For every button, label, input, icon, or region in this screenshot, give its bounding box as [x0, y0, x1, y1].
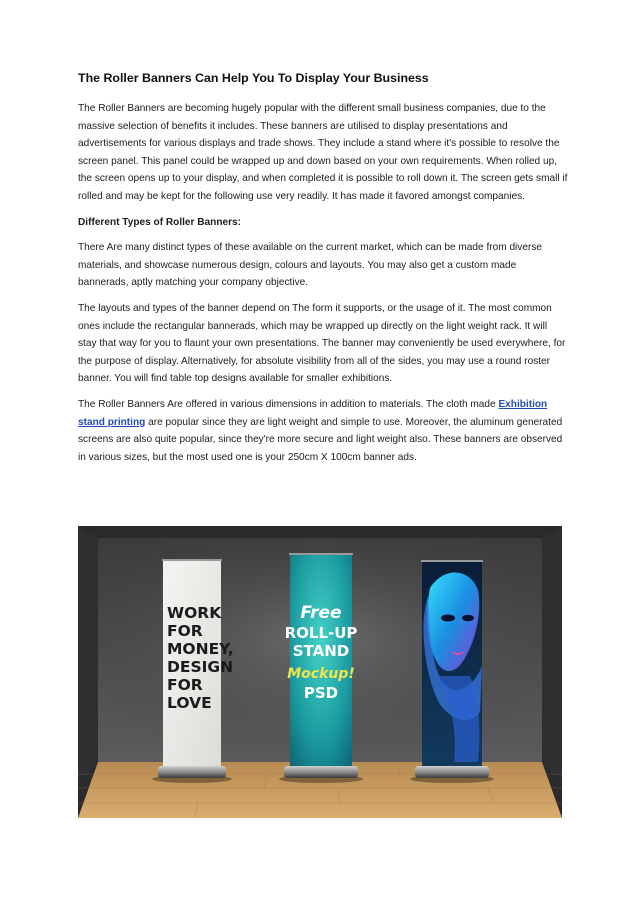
banner1-line-6: LOVE — [167, 694, 212, 712]
banner1-line-1: WORK — [167, 604, 222, 622]
article-title: The Roller Banners Can Help You To Display Your Business — [78, 71, 429, 85]
roller-banners-photo — [78, 526, 562, 818]
banner2-line-3: STAND — [292, 642, 350, 660]
exhibition-stand-printing-link[interactable]: Exhibition stand printing — [78, 398, 548, 428]
banner2-line-1: Free — [300, 603, 342, 623]
banner1-line-3: MONEY, — [167, 640, 234, 658]
banner-free-roll-up — [279, 553, 363, 783]
banner2-line-2: ROLL-UP — [284, 624, 358, 642]
paragraph-dimensions-start: The Roller Banners Are offered in various dimensions in addition to materials. The cloth made — [78, 398, 499, 410]
paragraph-types: There Are many distinct types of these available on the current market, which can be made from diverse materials, and showcase numerous design, colours and layouts. You may also get a custom made bannerads, aptly matching your company objective. — [78, 242, 542, 289]
paragraph-dimensions-end: are popular since they are light weight and simple to use. Moreover, the aluminum generated screens are also quite popular, since they're more secure and light weight also. These banners are observed in various sizes, but the most used one is your 250cm X 100cm banner ads. — [78, 416, 563, 463]
banner2-line-5: PSD — [303, 684, 339, 702]
section-heading: Different Types of Roller Banners: — [78, 216, 242, 228]
document-page — [78, 70, 568, 474]
banner1-line-5: FOR — [167, 676, 203, 694]
paragraph-dimensions — [78, 396, 568, 466]
paragraph-layouts: The layouts and types of the banner depend on The form it supports, or the usage of it. The most common ones include the rectangular bannerads, which may be wrapped up directly on the light weight rack. It will stay that way for you to flaunt your own presentations. The banner may conveniently be used everywhere, for the purpose of display. Alternatively, for absolute visibility from all of the sides, you may use a round roster banner. You will find table top designs available for smaller exhibitions. — [78, 302, 566, 385]
banner2-line-4: Mockup! — [287, 666, 355, 682]
banner1-line-2: FOR — [167, 622, 203, 640]
left-wall — [78, 526, 98, 782]
banner-face-artwork — [410, 560, 494, 783]
paragraph-intro: The Roller Banners are becoming hugely popular with the different small business companies, due to the massive selection of benefits it includes. These banners are utilised to display presentations and advertisements for various displays and trade shows. They include a stand where it's possible to resolve the screen panel. This panel could be wrapped up and down based on your own requirements. When rolled up, the screen opens up to your display, and when completed it is possible to roll down it. The screen gets small if rolled and may be kept for the following use very readily. It has made it favored amongst companies. — [78, 103, 568, 202]
right-wall — [542, 526, 562, 782]
roller-banners-illustration — [78, 526, 562, 818]
banner1-line-4: DESIGN — [167, 658, 234, 676]
